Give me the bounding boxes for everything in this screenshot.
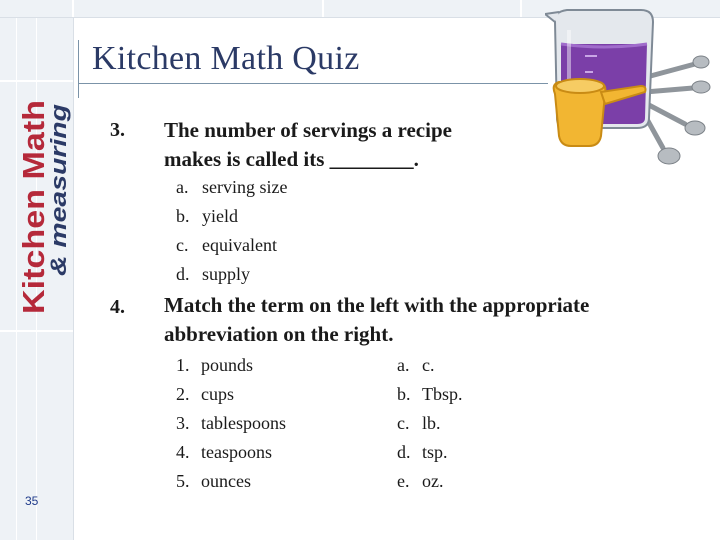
question-4-text-line2: abbreviation on the right. [164,322,394,346]
title-rule-horizontal [78,83,548,84]
term-label: 5. [176,471,190,491]
logo-line1: Kitchen Math [16,119,51,314]
question-4-text-line1: Match the term on the left with the appropriate [164,293,590,317]
abbreviation-text: lb. [422,413,441,433]
question-3-options [176,173,376,289]
title-rule-vertical [78,40,79,98]
logo-line2: & measuring [46,142,71,276]
option-item [176,260,376,289]
abbreviation-label: a. [397,355,410,375]
option-label: c. [176,235,189,255]
band-cell [72,0,324,18]
abbreviation-item [397,409,547,438]
option-label: b. [176,206,190,226]
term-text: teaspoons [201,442,272,462]
abbreviation-text: oz. [422,471,444,491]
term-text: ounces [201,471,251,491]
kitchen-math-logo [2,96,74,326]
term-text: tablespoons [201,413,286,433]
term-text: pounds [201,355,254,375]
term-item [176,438,376,467]
option-text: serving size [202,177,288,197]
band-line [0,80,74,82]
abbreviation-item [397,438,547,467]
abbreviation-label: c. [397,413,410,433]
term-item [176,380,376,409]
term-item [176,351,376,380]
option-text: yield [202,206,238,226]
term-label: 2. [176,384,190,404]
question-3-number: 3. [110,119,125,141]
abbreviation-text: tsp. [422,442,448,462]
band-cell [0,0,74,18]
option-text: supply [202,264,251,284]
abbreviation-text: Tbsp. [422,384,463,404]
question-4-abbreviations [397,351,547,496]
question-3-text-line2: makes is called its ________. [164,147,419,171]
abbreviation-item [397,351,547,380]
question-4-number: 4. [110,296,125,318]
term-label: 4. [176,442,190,462]
option-label: d. [176,264,190,284]
option-item [176,202,376,231]
question-4-text [164,291,589,349]
term-item [176,467,376,496]
term-item [176,409,376,438]
option-label: a. [176,177,189,197]
page-title: Kitchen Math Quiz [92,40,360,77]
measuring-tools-illustration [545,0,720,170]
abbreviation-item [397,467,547,496]
option-item [176,231,376,260]
abbreviation-item [397,380,547,409]
abbreviation-label: e. [397,471,410,491]
page-number: 35 [25,494,39,508]
question-4-terms [176,351,376,496]
abbreviation-text: c. [422,355,435,375]
question-3-text-line1: The number of servings a recipe [164,118,452,142]
term-text: cups [201,384,234,404]
option-item [176,173,376,202]
abbreviation-label: d. [397,442,411,462]
abbreviation-label: b. [397,384,411,404]
option-text: equivalent [202,235,277,255]
term-label: 3. [176,413,190,433]
question-3-text [164,116,452,174]
term-label: 1. [176,355,190,375]
band-line [0,330,74,332]
band-cell [322,0,522,18]
measuring-spoons-icon [643,56,710,164]
